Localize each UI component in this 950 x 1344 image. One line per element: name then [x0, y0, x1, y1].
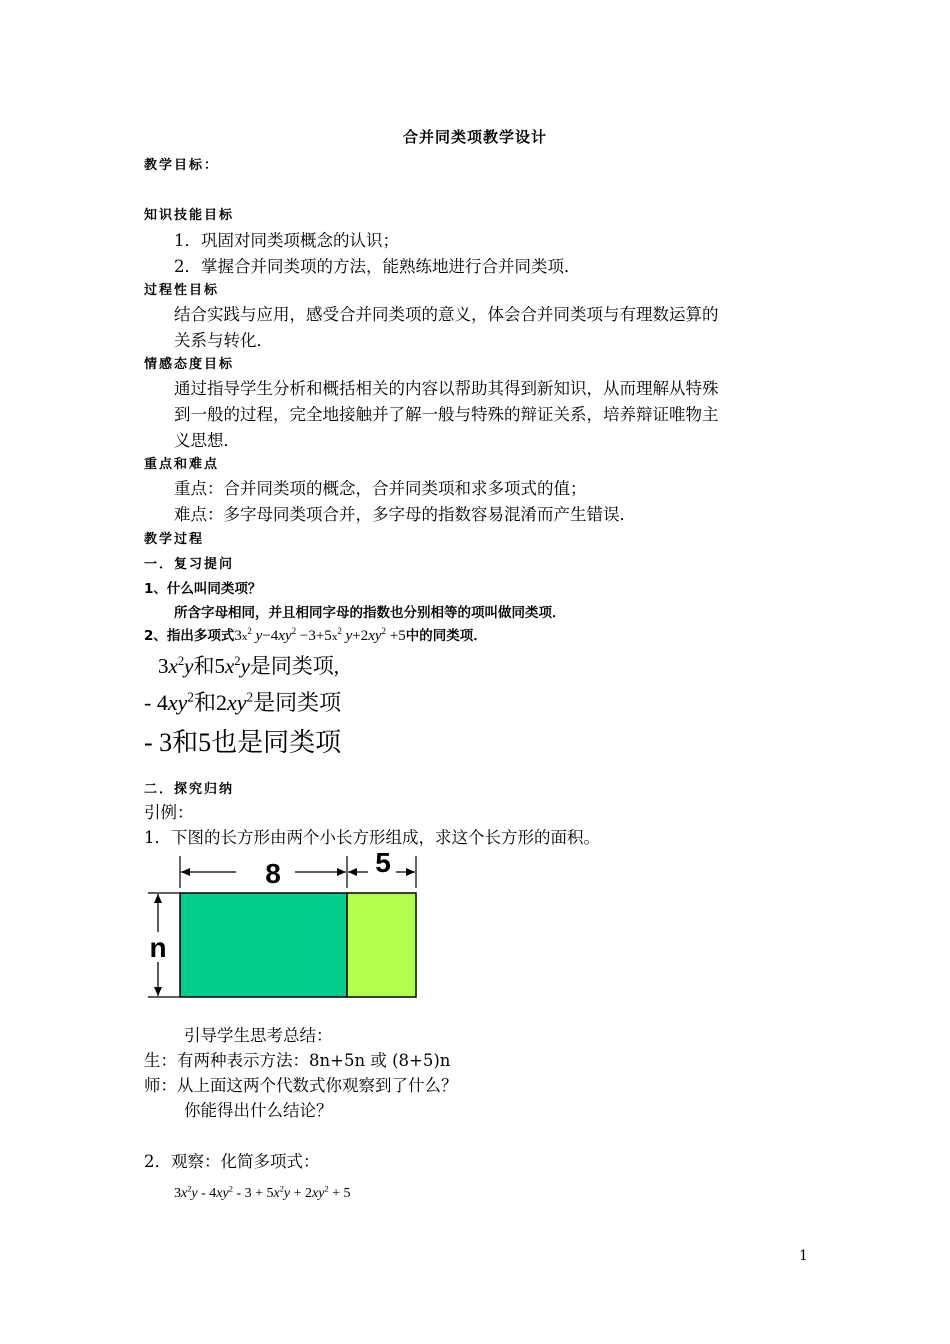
emotion-line-1: 通过指导学生分析和概括相关的内容以帮助其得到新知识，从而理解从特殊: [174, 379, 719, 398]
key-point: 重点：合并同类项的概念，合并同类项和求多项式的值；: [174, 479, 587, 498]
example-label: 引例：: [144, 803, 194, 822]
rectangle-right: [347, 893, 416, 997]
heading-knowledge: 知识技能目标: [144, 208, 235, 223]
answer-line-2-suffix: 是同类项: [253, 690, 342, 715]
document-title: 合并同类项教学设计: [402, 128, 547, 146]
difficult-point: 难点：多字母同类项合并，多字母的指数容易混淆而产生错误．: [174, 505, 636, 524]
knowledge-item-2: 2．掌握合并同类项的方法，能熟练地进行合并同类项．: [174, 257, 581, 276]
heading-teaching-process: 教学过程: [144, 532, 205, 547]
student-answer: 生：有两种表示方法：8n+5n 或 (8+5)n: [144, 1051, 451, 1070]
heading-process-goal: 过程性目标: [144, 283, 220, 298]
teacher-question-2: 你能得出什么结论？: [184, 1101, 333, 1120]
question-2: [144, 624, 487, 645]
polynomial-to-simplify: $3x^2y - 4xy^2 - 3 + 5x^2y + 2xy^2 + 5$: [174, 1184, 351, 1201]
process-goal-line-1: 结合实践与应用，感受合并同类项的意义，体会合并同类项与有理数运算的: [174, 305, 719, 324]
label-5: 5: [375, 850, 391, 878]
rectangle-diagram: [140, 850, 440, 1010]
answer-line-3: - 3和5也是同类项: [144, 728, 342, 757]
answer-line-1-suffix: 是同类项,: [249, 654, 340, 678]
process-goal-line-2: 关系与转化．: [174, 331, 273, 350]
teacher-question: 师：从上面这两个代数式你观察到了什么？: [144, 1076, 458, 1095]
label-n: n: [149, 932, 167, 963]
emotion-line-3: 义思想．: [174, 431, 240, 450]
example-1: 1．下图的长方形由两个小长方形组成，求这个长方形的面积。: [144, 828, 600, 847]
heading-key: 重点和难点: [144, 457, 220, 472]
emotion-line-2: 到一般的过程，完全地接触并了解一般与特殊的辩证关系，培养辩证唯物主: [174, 405, 719, 424]
question-2-suffix: 中的同类项．: [405, 628, 487, 644]
answer-line-2: - $4xy^2$和$2xy^2$是同类项: [144, 689, 342, 715]
question-1: 1、什么叫同类项？: [144, 581, 262, 597]
page-number: 1: [799, 1248, 808, 1264]
answer-1: 所含字母相同，并且相同字母的指数也分别相等的项叫做同类项．: [174, 605, 566, 621]
heading-explore: 二．探究归纳: [144, 782, 235, 797]
question-2-prefix: 2、指出多项式: [144, 628, 235, 644]
knowledge-item-1: 1．巩固对同类项概念的认识；: [174, 231, 399, 250]
heading-objectives: 教学目标：: [144, 158, 220, 173]
heading-emotion: 情感态度目标: [144, 357, 235, 372]
polynomial-expression: $3x^2$ $y-4xy^2 -3+5x^2$ $y+2xy^2 +5$: [234, 626, 406, 644]
heading-review: 一．复习提问: [144, 557, 235, 572]
rectangle-left: [180, 893, 347, 997]
observe-label: 2．观察：化简多项式：: [144, 1152, 320, 1171]
guide-text: 引导学生思考总结：: [184, 1026, 333, 1045]
answer-line-1: $3x^2y$和$5x^2y$是同类项,: [158, 654, 340, 678]
label-8: 8: [265, 858, 281, 889]
